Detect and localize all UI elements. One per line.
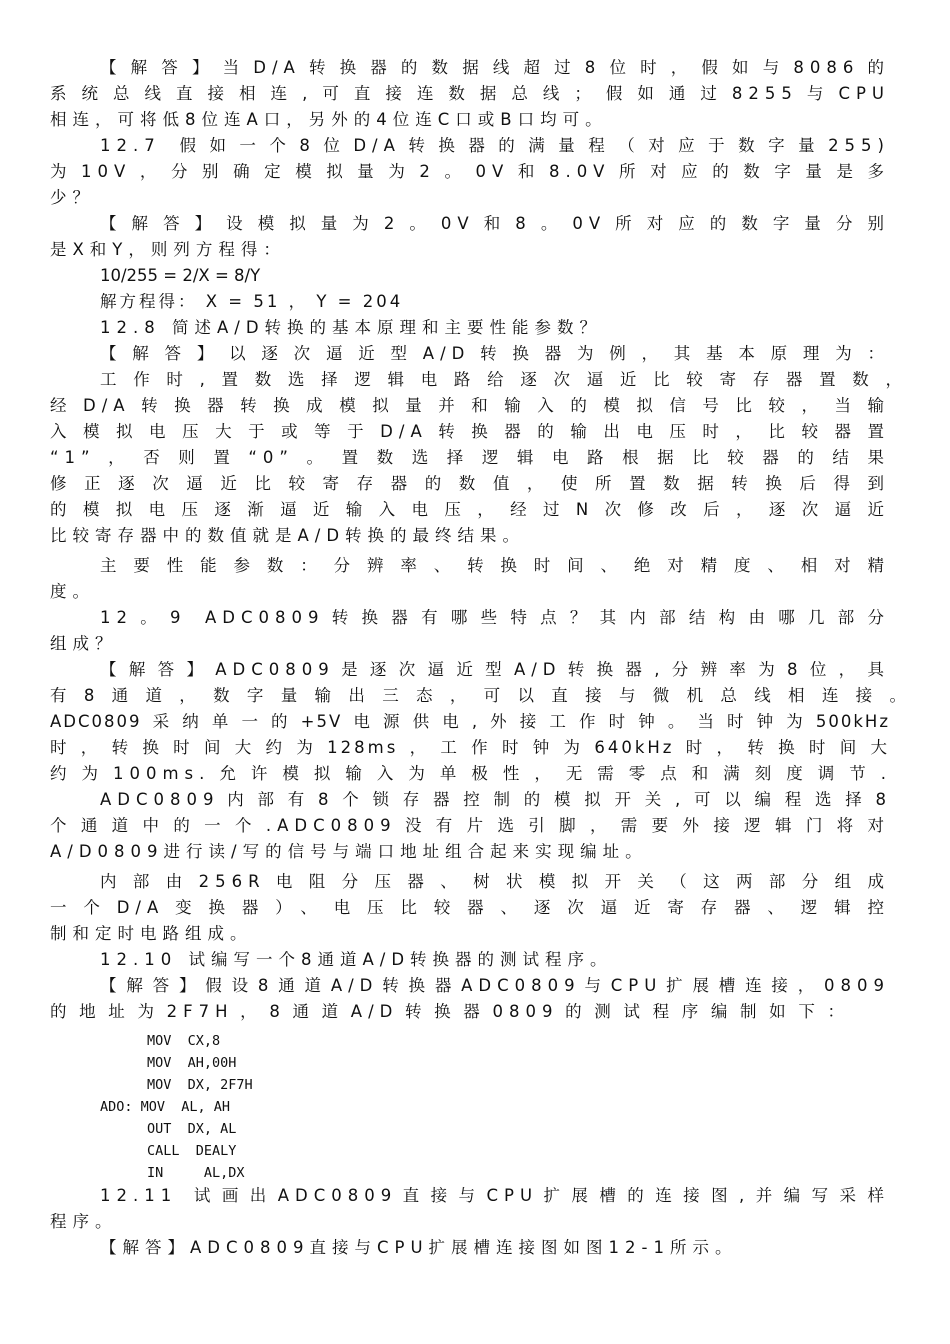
question-line: 12.10 试编写一个8通道A/D转换器的测试程序。 xyxy=(100,950,613,969)
text-line: ADC0809内部有8个锁存器控制的模拟开关,可以编程选择8 xyxy=(100,790,892,809)
code-line: CALL DEALY xyxy=(147,1143,237,1159)
text-line: 工作时,置数选择逻辑电路给逐次逼近比较寄存器置数， xyxy=(100,370,908,389)
text-line: “1”，否则置“0”。置数选择逻辑电路根据比较器的结果 xyxy=(50,448,890,467)
text-line: 主要性能参数：分辨率、转换时间、绝对精度、相对精 xyxy=(100,556,890,575)
text-line: 约为100ms.允许模拟输入为单极性，无需零点和满刻度调节. xyxy=(50,764,892,783)
code-line: ADO: MOV AL, AH xyxy=(100,1099,231,1115)
text-line: 入模拟电压大于或等于D/A转换器的输出电压时，比较器置 xyxy=(50,422,890,441)
code-line: MOV CX,8 xyxy=(147,1033,221,1049)
text-line: 个通道中的一个.ADC0809没有片选引脚，需要外接逻辑门将对 xyxy=(50,816,890,835)
text-line: 组成？ xyxy=(50,634,118,653)
text-line: 系统总线直接相连,可直接连数据总线；假如通过8255与CPU xyxy=(50,84,890,103)
text-line: 内部由256R电阻分压器、树状模拟开关（这两部分组成 xyxy=(100,872,890,891)
text-line: 一个D/A变换器）、电压比较器、逐次逼近寄存器、逻辑控 xyxy=(50,898,890,917)
text-line: 的地址为2F7H，8通道A/D转换器0809的测试程序编制如下： xyxy=(50,1002,850,1021)
equation-line: 10/255 = 2/X = 8/Y xyxy=(100,266,261,285)
text-line: 【解答】设模拟量为2。0V和8。0V所对应的数字量分别 xyxy=(100,214,890,233)
text-line: 经D/A转换器转换成模拟量并和输入的模拟信号比较，当输 xyxy=(50,396,890,415)
text-line: 修正逐次逼近比较寄存器的数值，使所置数据转换后得到 xyxy=(50,474,890,493)
text-line: 少？ xyxy=(50,188,95,207)
text-line: 制和定时电路组成。 xyxy=(50,924,253,943)
text-line: 度。 xyxy=(50,582,95,601)
text-line: 时，转换时间大约为128ms，工作时钟为640kHz时，转换时间大 xyxy=(50,738,890,757)
code-line: OUT DX, AL xyxy=(147,1121,237,1137)
code-line: MOV DX, 2F7H xyxy=(147,1077,253,1093)
question-line: 12.11 试画出ADC0809直接与CPU扩展槽的连接图,并编写采样 xyxy=(100,1186,890,1205)
code-line: MOV AH,00H xyxy=(147,1055,237,1071)
text-line: 【解答】当D/A转换器的数据线超过8位时，假如与8086的 xyxy=(100,58,890,77)
question-line: 12.7 假如一个8位D/A转换器的满量程（对应于数字量255) xyxy=(100,136,890,155)
text-line: 【解答】ADC0809是逐次逼近型A/D转换器,分辨率为8位，具 xyxy=(100,660,890,679)
text-line: 的模拟电压逐渐逼近输入电压，经过N次修改后，逐次逼近 xyxy=(50,500,890,519)
equation-line: 解方程得： X = 51 ， Y = 204 xyxy=(100,292,404,311)
text-line: 比较寄存器中的数值就是A/D转换的最终结果。 xyxy=(50,526,526,545)
text-line: 【解答】假设8通道A/D转换器ADC0809与CPU扩展槽连接，0809 xyxy=(100,976,890,995)
code-line: IN AL,DX xyxy=(147,1165,245,1181)
question-line: 12。9 ADC0809转换器有哪些特点？其内部结构由哪几部分 xyxy=(100,608,890,627)
text-line: 有8通道，数字量输出三态，可以直接与微机总线相连接。 xyxy=(50,686,912,705)
text-line: 为10V，分别确定模拟量为2。0V和8.0V所对应的数字量是多 xyxy=(50,162,890,181)
text-line: ADC0809采纳单一的+5V电源供电,外接工作时钟。当时钟为500kHz xyxy=(50,712,890,731)
question-line: 12.8 简述A/D转换的基本原理和主要性能参数？ xyxy=(100,318,603,337)
text-line: 【解答】ADC0809直接与CPU扩展槽连接图如图12-1所示。 xyxy=(100,1238,738,1257)
text-line: 相连，可将低8位连A口，另外的4位连C口或B口均可。 xyxy=(50,110,608,129)
text-line: 程序。 xyxy=(50,1212,118,1231)
text-line: 【解答】以逐次逼近型A/D转换器为例，其基本原理为： xyxy=(100,344,890,363)
text-line: 是X和Y，则列方程得： xyxy=(50,240,286,259)
text-line: A/D0809进行读/写的信号与端口地址组合起来实现编址。 xyxy=(50,842,648,861)
